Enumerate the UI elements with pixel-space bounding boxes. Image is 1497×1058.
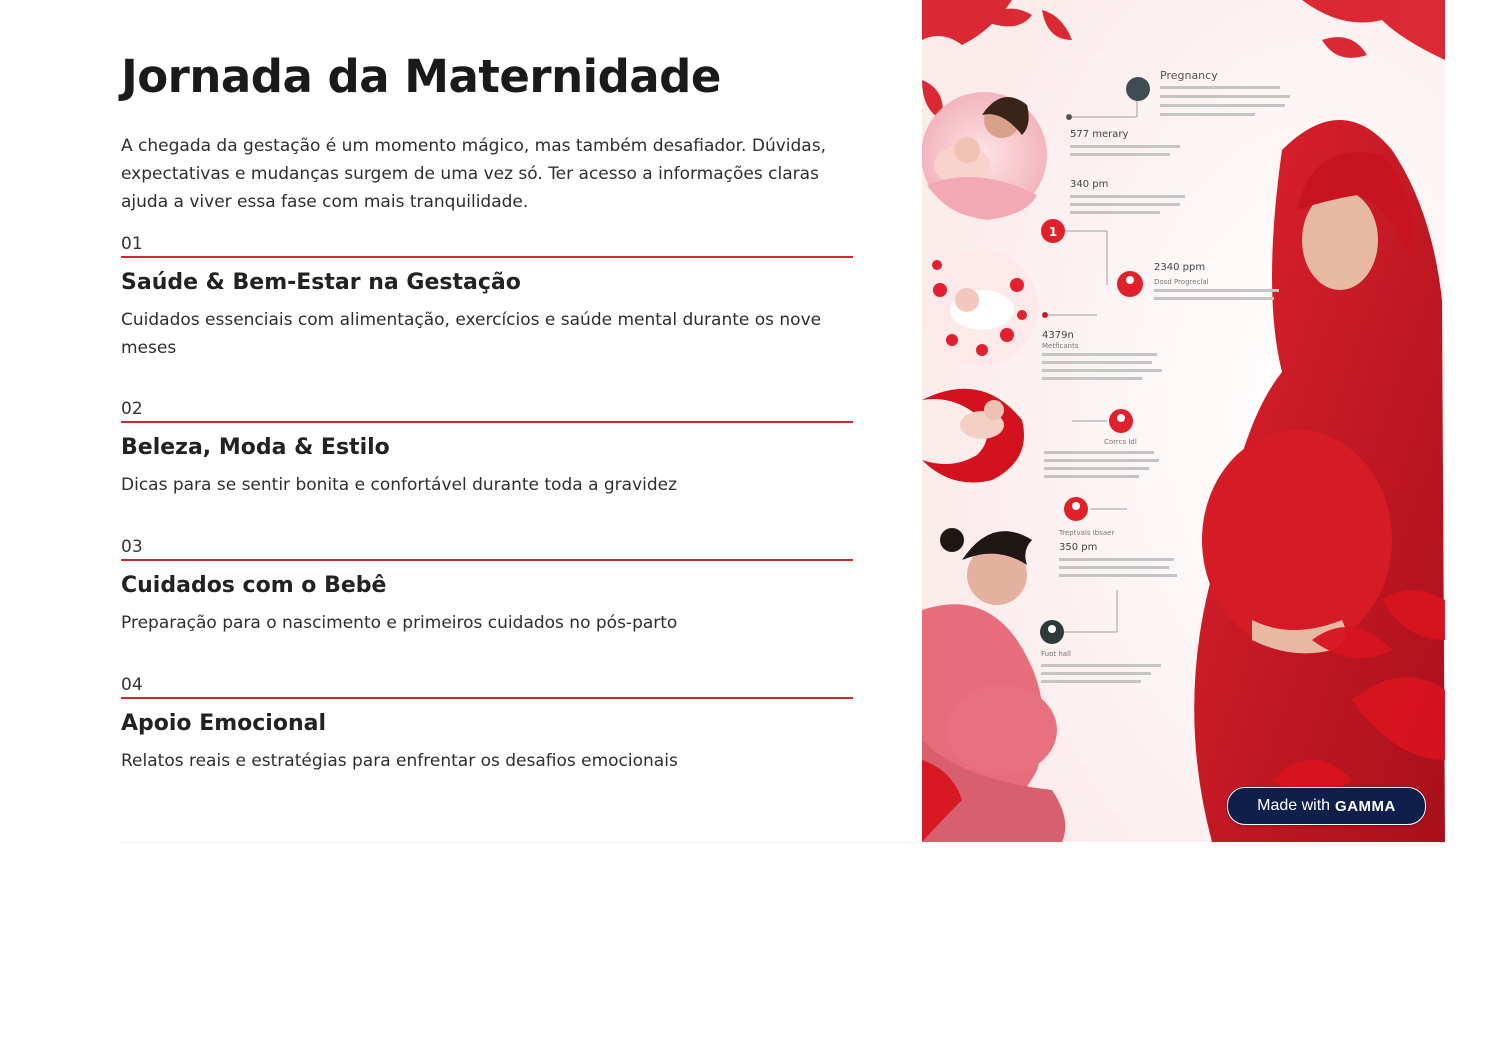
section-divider (121, 559, 853, 561)
page-divider (121, 842, 922, 843)
badge-prefix: Made with (1257, 797, 1331, 814)
label-stat-5: Corrcs Idl (1104, 438, 1137, 446)
maternity-illustration (922, 0, 1445, 842)
section-heading: Apoio Emocional (121, 711, 327, 736)
section-item-3 (121, 535, 853, 637)
label-stat-6-value: 350 pm (1059, 542, 1098, 553)
section-item-2 (121, 397, 853, 499)
label-stat-6: Treptvals Ibsaer (1059, 529, 1115, 537)
label-stat-7: Fuot hall (1041, 650, 1071, 658)
label-stat-1: 577 merary (1070, 129, 1129, 140)
intro-paragraph: A chegada da gestação é um momento mágico, mas também desafiador. Dúvidas, expectativas e mudanças surgem de uma vez só. Ter acesso a informações claras ajuda a viver essa fase com mais tranquilidade. (121, 136, 826, 212)
label-stat-3-sub: Dosd Progreclal (1154, 278, 1209, 286)
section-text: Dicas para se sentir bonita e confortável durante toda a gravidez (121, 475, 678, 495)
section-number: 02 (121, 399, 143, 419)
section-number: 04 (121, 675, 143, 695)
step-marker: 1 (1048, 225, 1058, 239)
label-pregnancy: Pregnancy (1160, 69, 1218, 82)
label-stat-2: 340 pm (1070, 179, 1109, 190)
section-divider (121, 697, 853, 699)
section-divider (121, 421, 853, 423)
label-stat-3: 2340 ppm (1154, 262, 1206, 273)
section-heading: Cuidados com o Bebê (121, 573, 387, 598)
section-text: Cuidados essenciais com alimentação, exercícios e saúde mental durante os nove meses (121, 310, 822, 358)
section-number: 01 (121, 234, 143, 254)
label-stat-4-sub: Metficants (1042, 342, 1079, 350)
section-item-4 (121, 673, 853, 775)
section-divider (121, 256, 853, 258)
section-item-1 (121, 232, 853, 362)
section-number: 03 (121, 537, 143, 557)
gamma-logo: GAMMA (1335, 797, 1396, 815)
label-stat-4: 4379n (1042, 330, 1074, 341)
page-title: Jornada da Maternidade (121, 50, 721, 103)
section-heading: Beleza, Moda & Estilo (121, 435, 390, 460)
section-heading: Saúde & Bem-Estar na Gestação (121, 270, 521, 295)
section-text: Preparação para o nascimento e primeiros cuidados no pós-parto (121, 613, 678, 633)
section-text: Relatos reais e estratégias para enfrentar os desafios emocionais (121, 751, 678, 771)
made-with-gamma-badge[interactable] (1227, 787, 1426, 825)
